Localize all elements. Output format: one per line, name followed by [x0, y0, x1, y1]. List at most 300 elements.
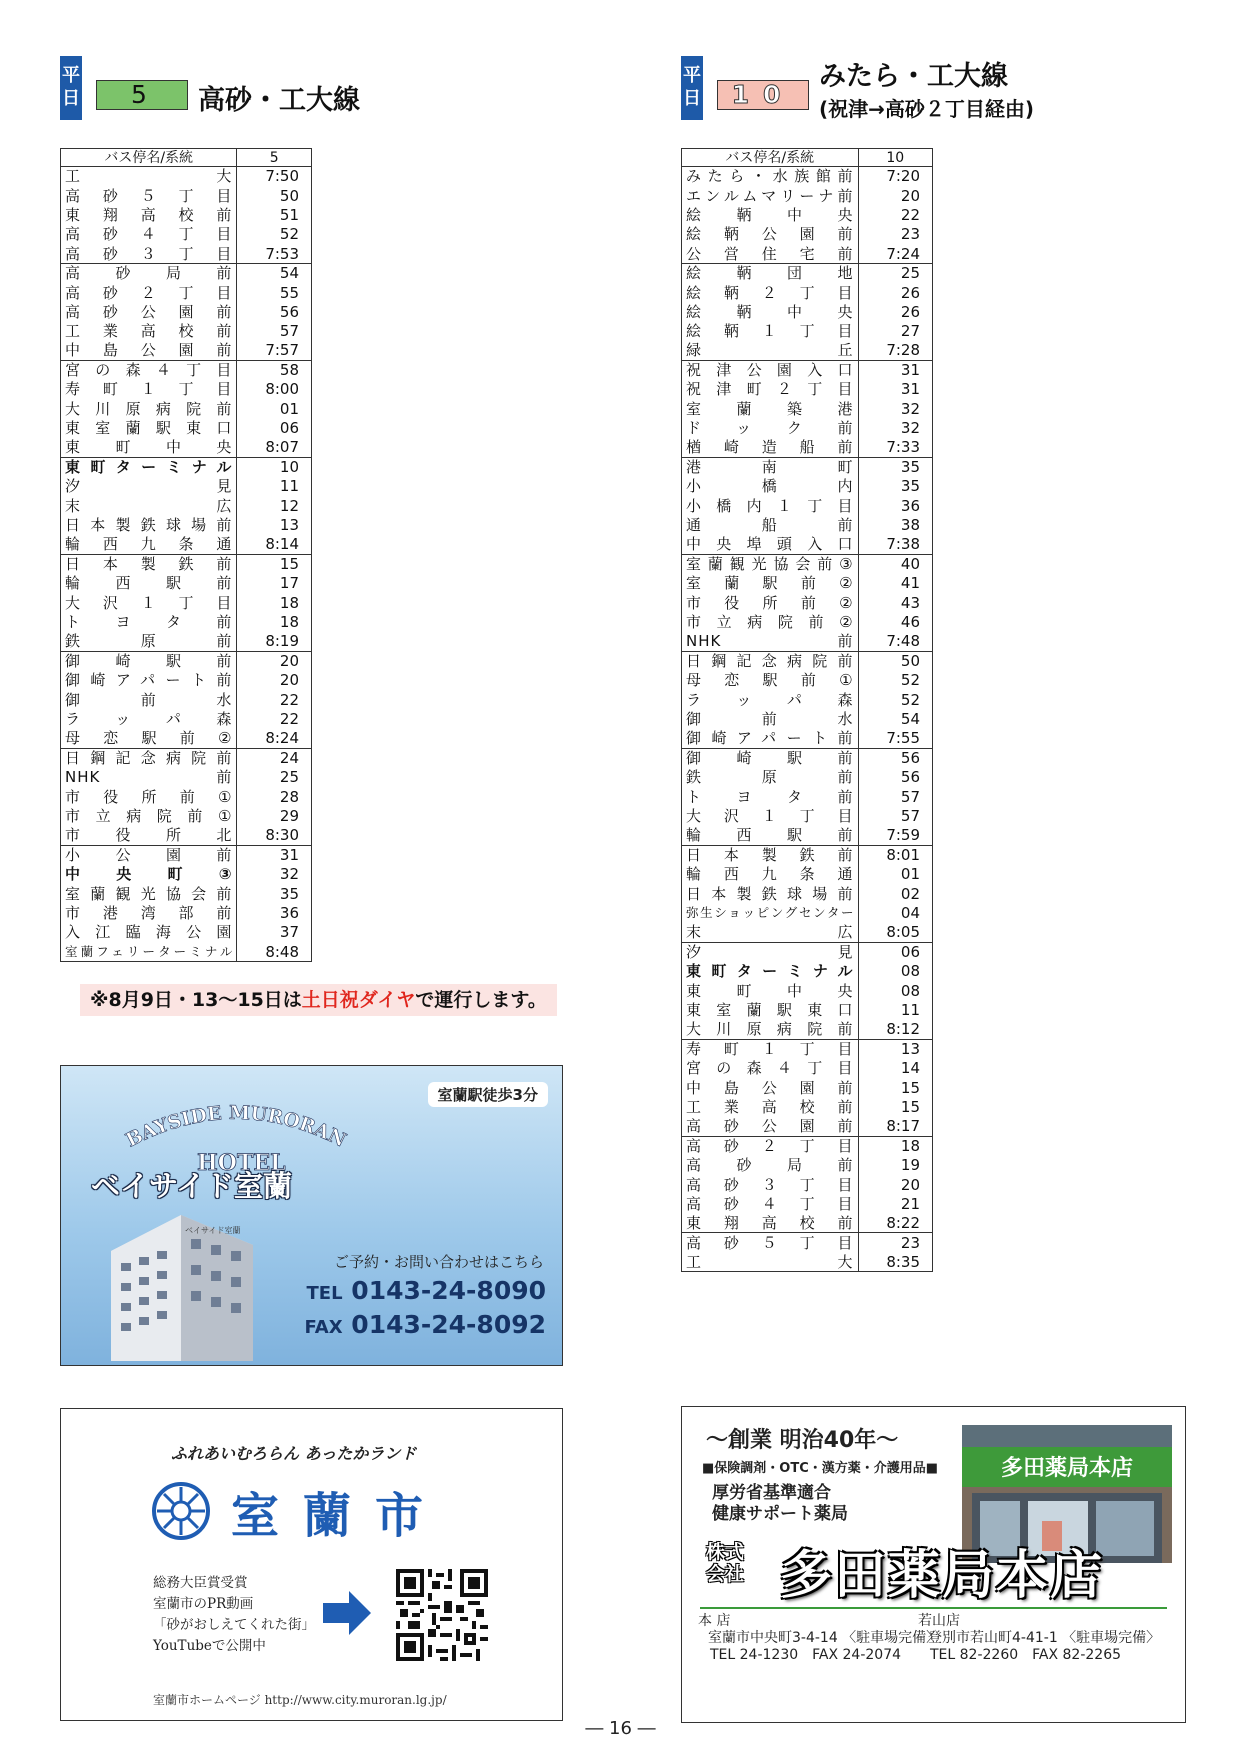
stop-name: 大沢１丁目 — [682, 806, 859, 825]
departure-time: 06 — [237, 419, 312, 438]
timetable-row — [682, 1000, 933, 1019]
stop-name: 工業高校前 — [682, 1097, 859, 1116]
departure-time: 50 — [237, 186, 312, 205]
departure-time: 56 — [858, 748, 932, 767]
pharmacy-name: 多田薬局本店 — [780, 1545, 1105, 1606]
timetable-row — [682, 768, 933, 787]
column-header-route: 5 — [237, 149, 312, 167]
stop-name: 工業高校前 — [61, 322, 237, 341]
departure-time: 11 — [237, 477, 312, 496]
departure-time: 8:05 — [858, 923, 932, 942]
timetable-row — [61, 612, 312, 631]
stop-name: 室蘭フェリーターミナル — [61, 942, 237, 961]
stop-name: 通船前 — [682, 516, 859, 535]
stop-name: ドック前 — [682, 419, 859, 438]
store-tel: TEL 82-2260 FAX 82-2265 — [930, 1647, 1122, 1663]
pr-video-text — [153, 1573, 315, 1657]
timetable-row — [682, 496, 933, 515]
timetable-row — [682, 399, 933, 418]
stop-name: 高砂公園前 — [61, 302, 237, 321]
departure-time: 28 — [237, 787, 312, 806]
stop-name: 輪西駅前 — [682, 826, 859, 845]
fax-number: 0143-24-8092 — [351, 1310, 546, 1339]
stop-name: 御崎アパート前 — [61, 671, 237, 690]
departure-time: 20 — [237, 651, 312, 670]
timetable-row — [682, 865, 933, 884]
pharmacy-advertisement — [681, 1406, 1186, 1723]
city-name: 室蘭市 — [231, 1488, 448, 1544]
timetable-row — [61, 806, 312, 825]
timetable-row — [61, 186, 312, 205]
timetable-row — [682, 302, 933, 321]
stop-name: ラッパ森 — [61, 709, 237, 728]
timetable-row — [61, 709, 312, 728]
stop-name: 東室蘭駅東口 — [61, 419, 237, 438]
departure-time: 24 — [237, 748, 312, 767]
timetable-row — [61, 205, 312, 224]
stop-name: 東翔高校前 — [682, 1214, 859, 1233]
timetable-row — [61, 787, 312, 806]
stop-name: 日鋼記念病院前 — [682, 651, 859, 670]
timetable-row — [61, 399, 312, 418]
stop-name: NHK前 — [61, 768, 237, 787]
departure-time: 21 — [858, 1194, 932, 1213]
stop-name: 小橋内１丁目 — [682, 496, 859, 515]
departure-time: 56 — [237, 302, 312, 321]
stop-name: 輪西九条通 — [682, 865, 859, 884]
departure-time: 7:24 — [858, 244, 932, 263]
store-address: 登別市若山町4-41-1 〈駐車場完備〉 — [928, 1630, 1161, 1646]
pr-line: YouTubeで公開中 — [153, 1638, 266, 1654]
departure-time: 52 — [858, 690, 932, 709]
stop-name: 市立病院前② — [682, 612, 859, 631]
stop-name: 東翔高校前 — [61, 205, 237, 224]
timetable-row — [682, 1117, 933, 1136]
stop-name: 御前水 — [61, 690, 237, 709]
stop-name: 弥生ショッピングセンター — [682, 903, 859, 922]
timetable-row — [682, 981, 933, 1000]
hotel-word: HOTEL — [197, 1150, 286, 1174]
pr-line: 室蘭市のPR動画 — [153, 1596, 254, 1612]
timetable-row — [682, 845, 933, 864]
stop-name: 公営住宅前 — [682, 244, 859, 263]
weekday-badge: 平日 — [60, 56, 82, 120]
departure-time: 06 — [858, 942, 932, 961]
departure-time: 08 — [858, 981, 932, 1000]
departure-time: 31 — [858, 380, 932, 399]
departure-time: 40 — [858, 554, 932, 573]
timetable-row — [682, 1233, 933, 1252]
stop-name: 日本製鉄前 — [682, 845, 859, 864]
stop-name: トヨタ前 — [682, 787, 859, 806]
company-type-line: 株式 — [706, 1541, 745, 1563]
timetable-row — [61, 302, 312, 321]
timetable-row — [682, 826, 933, 845]
stop-name: 母恋駅前① — [682, 671, 859, 690]
timetable-row — [682, 748, 933, 767]
departure-time: 8:22 — [858, 1214, 932, 1233]
route5-timetable — [60, 148, 312, 962]
main-store-info — [698, 1613, 940, 1664]
hotel-logo — [95, 1094, 375, 1174]
timetable-row — [682, 225, 933, 244]
timetable-row — [682, 1214, 933, 1233]
pr-line: 「砂がおしえてくれた街」 — [153, 1617, 315, 1633]
timetable-row — [682, 186, 933, 205]
stop-name: 入江臨海公園 — [61, 923, 237, 942]
timetable-row — [61, 283, 312, 302]
timetable-row — [682, 205, 933, 224]
timetable-row — [682, 1155, 933, 1174]
stop-name: 寿町１丁目 — [682, 1039, 859, 1058]
timetable-row — [682, 244, 933, 263]
stop-name: 高砂局前 — [682, 1155, 859, 1174]
departure-time: 50 — [858, 651, 932, 670]
stop-name: 末広 — [61, 496, 237, 515]
departure-time: 23 — [858, 1233, 932, 1252]
departure-time: 22 — [237, 709, 312, 728]
timetable-row — [682, 690, 933, 709]
timetable-row — [61, 903, 312, 922]
timetable-row — [61, 457, 312, 476]
stop-name: 緑丘 — [682, 341, 859, 360]
timetable-row — [682, 942, 933, 961]
store-label: 本 店 — [698, 1613, 731, 1629]
column-header-stop: バス停名/系統 — [682, 149, 859, 167]
timetable-row — [682, 651, 933, 670]
stop-name: みたら・水族館前 — [682, 167, 859, 186]
store-label: 若山店 — [918, 1613, 960, 1629]
departure-time: 7:38 — [858, 535, 932, 554]
stop-name: 高砂５丁目 — [682, 1233, 859, 1252]
timetable-row — [682, 612, 933, 631]
departure-time: 17 — [237, 574, 312, 593]
departure-time: 8:24 — [237, 729, 312, 748]
departure-time: 54 — [237, 263, 312, 282]
departure-time: 15 — [858, 1078, 932, 1097]
stop-name: 高砂４丁目 — [61, 225, 237, 244]
departure-time: 8:30 — [237, 826, 312, 845]
timetable-row — [682, 380, 933, 399]
departure-time: 8:35 — [858, 1252, 932, 1271]
departure-time: 52 — [858, 671, 932, 690]
stop-name: 御崎駅前 — [682, 748, 859, 767]
stop-name: 絵鞆１丁目 — [682, 322, 859, 341]
stop-name: 大沢１丁目 — [61, 593, 237, 612]
timetable-row — [61, 574, 312, 593]
timetable-row — [61, 671, 312, 690]
stop-name: 東町中央 — [61, 438, 237, 457]
departure-time: 56 — [858, 768, 932, 787]
timetable-row — [61, 438, 312, 457]
timetable-row — [61, 477, 312, 496]
departure-time: 20 — [858, 186, 932, 205]
company-type-line: 会社 — [706, 1563, 745, 1585]
store-tel: TEL 24-1230 FAX 24-2074 — [710, 1647, 902, 1663]
timetable-row — [682, 884, 933, 903]
fax-label: FAX — [304, 1317, 343, 1338]
city-advertisement — [60, 1408, 563, 1721]
stop-name: 港南町 — [682, 457, 859, 476]
stop-name: 高砂５丁目 — [61, 186, 237, 205]
hotel-fax — [305, 1310, 546, 1339]
stop-name: 室蘭駅前② — [682, 574, 859, 593]
timetable-row — [682, 419, 933, 438]
stop-name: 市立病院前① — [61, 806, 237, 825]
timetable-row — [61, 651, 312, 670]
departure-time: 37 — [237, 923, 312, 942]
route-title-sub: (祝津→高砂２丁目経由) — [819, 97, 1035, 121]
stop-name: 輪西駅前 — [61, 574, 237, 593]
timetable-row — [61, 380, 312, 399]
hotel-arc-text: BAYSIDE MURORAN — [122, 1101, 350, 1152]
timetable-row — [682, 709, 933, 728]
departure-time: 26 — [858, 283, 932, 302]
timetable-row — [682, 962, 933, 981]
departure-time: 8:12 — [858, 1020, 932, 1039]
storefront-sign: 多田薬局本店 — [1000, 1455, 1134, 1481]
timetable-row — [61, 360, 312, 379]
stop-name: 絵鞆団地 — [682, 263, 859, 282]
stop-name: 高砂２丁目 — [61, 283, 237, 302]
timetable-row — [682, 516, 933, 535]
timetable-row — [61, 865, 312, 884]
departure-time: 26 — [858, 302, 932, 321]
stop-name: 中央埠頭入口 — [682, 535, 859, 554]
timetable-row — [682, 1136, 933, 1155]
stop-name: 工大 — [682, 1252, 859, 1271]
departure-time: 51 — [237, 205, 312, 224]
branch-store-info — [918, 1613, 1160, 1664]
timetable-row — [61, 516, 312, 535]
departure-time: 8:19 — [237, 632, 312, 651]
timetable-row — [61, 225, 312, 244]
timetable-row — [61, 729, 312, 748]
stop-name: 宮の森４丁目 — [61, 360, 237, 379]
stop-name: 中島公園前 — [682, 1078, 859, 1097]
departure-time: 13 — [858, 1039, 932, 1058]
stop-name: 大川原病院前 — [61, 399, 237, 418]
timetable-row — [682, 322, 933, 341]
stop-name: 高砂３丁目 — [682, 1175, 859, 1194]
departure-time: 20 — [858, 1175, 932, 1194]
company-type-label — [706, 1541, 744, 1585]
walk-distance-label: 室蘭駅徒歩3分 — [428, 1082, 548, 1107]
stop-name: トヨタ前 — [61, 612, 237, 631]
timetable-row — [61, 535, 312, 554]
column-header-stop: バス停名/系統 — [61, 149, 237, 167]
timetable-row — [682, 1175, 933, 1194]
stop-name: 祝津町２丁目 — [682, 380, 859, 399]
timetable-row — [682, 1097, 933, 1116]
timetable-row — [61, 942, 312, 961]
page-number: ― 16 ― — [585, 1718, 656, 1739]
departure-time: 7:33 — [858, 438, 932, 457]
stop-name: 日鋼記念病院前 — [61, 748, 237, 767]
timetable-row — [61, 244, 312, 263]
departure-time: 15 — [237, 554, 312, 573]
departure-time: 7:48 — [858, 632, 932, 651]
departure-time: 7:28 — [858, 341, 932, 360]
route-title-main: みたら・工大線 — [819, 61, 1008, 92]
stop-name: 東町中央 — [682, 981, 859, 1000]
city-homepage: 室蘭市ホームページ http://www.city.muroran.lg.jp/ — [153, 1693, 447, 1707]
timetable-row — [682, 535, 933, 554]
building-sign: ベイサイド室蘭 — [185, 1226, 241, 1235]
stop-name: 鉄原前 — [61, 632, 237, 651]
stop-name: 御前水 — [682, 709, 859, 728]
stop-name: 小公園前 — [61, 845, 237, 864]
route10-timetable — [681, 148, 933, 1272]
stop-name: 市役所前② — [682, 593, 859, 612]
certification-text — [712, 1483, 848, 1525]
departure-time: 20 — [237, 671, 312, 690]
departure-time: 7:59 — [858, 826, 932, 845]
timetable-row — [61, 419, 312, 438]
timetable-row — [682, 806, 933, 825]
stop-name: 祝津公園入口 — [682, 360, 859, 379]
departure-time: 52 — [237, 225, 312, 244]
timetable-row — [682, 729, 933, 748]
stop-name: 室蘭観光協会前③ — [682, 554, 859, 573]
route-title: 高砂・工大線 — [198, 85, 360, 116]
column-header-route: 10 — [858, 149, 932, 167]
stop-name: 宮の森４丁目 — [682, 1058, 859, 1077]
notice-highlight: 土日祝ダイヤ — [301, 989, 416, 1011]
stop-name: 工大 — [61, 167, 237, 186]
departure-time: 22 — [858, 205, 932, 224]
hotel-advertisement — [60, 1065, 563, 1366]
departure-time: 04 — [858, 903, 932, 922]
departure-time: 8:01 — [858, 845, 932, 864]
stop-name: 高砂２丁目 — [682, 1136, 859, 1155]
founded-text: 〜創業 明治40年〜 — [706, 1428, 899, 1453]
timetable-row — [61, 845, 312, 864]
departure-time: 43 — [858, 593, 932, 612]
timetable-row — [61, 167, 312, 186]
timetable-row — [61, 690, 312, 709]
timetable-row — [682, 1252, 933, 1271]
departure-time: 18 — [237, 612, 312, 631]
hotel-name: ベイサイド室蘭 — [91, 1169, 292, 1203]
stop-name: 絵鞆中央 — [682, 205, 859, 224]
stop-name: 市港湾部前 — [61, 903, 237, 922]
stop-name: 寿町１丁目 — [61, 380, 237, 399]
timetable-row — [682, 1078, 933, 1097]
timetable-row — [61, 341, 312, 360]
timetable-row — [61, 826, 312, 845]
departure-time: 32 — [237, 865, 312, 884]
departure-time: 23 — [858, 225, 932, 244]
tel-label: TEL — [306, 1283, 343, 1304]
timetable-row — [682, 554, 933, 573]
departure-time: 8:17 — [858, 1117, 932, 1136]
timetable-row — [61, 496, 312, 515]
timetable-row — [682, 167, 933, 186]
departure-time: 57 — [858, 787, 932, 806]
departure-time: 36 — [237, 903, 312, 922]
departure-time: 7:55 — [858, 729, 932, 748]
departure-time: 57 — [237, 322, 312, 341]
weekday-badge: 平日 — [681, 56, 703, 120]
timetable-row — [61, 632, 312, 651]
departure-time: 31 — [237, 845, 312, 864]
timetable-row — [682, 283, 933, 302]
timetable-row — [61, 768, 312, 787]
pr-line: 総務大臣賞受賞 — [153, 1575, 248, 1591]
timetable-row — [61, 593, 312, 612]
timetable-row — [682, 360, 933, 379]
departure-time: 25 — [237, 768, 312, 787]
timetable-row — [682, 477, 933, 496]
stop-name: 高砂公園前 — [682, 1117, 859, 1136]
timetable-row — [682, 671, 933, 690]
store-address: 室蘭市中央町3-4-14 〈駐車場完備〉 — [708, 1630, 941, 1646]
departure-time: 57 — [858, 806, 932, 825]
timetable-row — [682, 1020, 933, 1039]
stop-name: 御崎駅前 — [61, 651, 237, 670]
departure-time: 10 — [237, 457, 312, 476]
timetable-row — [682, 1058, 933, 1077]
departure-time: 31 — [858, 360, 932, 379]
timetable-row — [61, 554, 312, 573]
stop-name: 市役所北 — [61, 826, 237, 845]
notice-suffix: で運行します。 — [415, 989, 547, 1011]
notice-prefix: ※8月9日・13〜15日は — [90, 989, 302, 1011]
timetable-row — [682, 263, 933, 282]
stop-name: 東町ターミナル — [682, 962, 859, 981]
stop-name: 市役所前① — [61, 787, 237, 806]
tel-number: 0143-24-8090 — [351, 1276, 546, 1305]
svg-text:BAYSIDE MURORAN — [122, 1102, 349, 1152]
stop-name: 絵鞆２丁目 — [682, 283, 859, 302]
stop-name: 高砂３丁目 — [61, 244, 237, 263]
timetable-row — [682, 903, 933, 922]
holiday-schedule-notice — [80, 984, 557, 1016]
city-emblem-icon — [151, 1481, 211, 1541]
stop-name: 御崎アパート前 — [682, 729, 859, 748]
timetable-row — [682, 787, 933, 806]
departure-time: 7:57 — [237, 341, 312, 360]
departure-time: 35 — [237, 884, 312, 903]
stop-name: 日本製鉄球場前 — [682, 884, 859, 903]
departure-time: 13 — [237, 516, 312, 535]
stop-name: 東室蘭駅東口 — [682, 1000, 859, 1019]
departure-time: 7:50 — [237, 167, 312, 186]
departure-time: 7:20 — [858, 167, 932, 186]
departure-time: 19 — [858, 1155, 932, 1174]
stop-name: 東町ターミナル — [61, 457, 237, 476]
departure-time: 12 — [237, 496, 312, 515]
departure-time: 15 — [858, 1097, 932, 1116]
departure-time: 18 — [237, 593, 312, 612]
timetable-row — [682, 632, 933, 651]
hotel-tel — [307, 1276, 546, 1305]
route-number-badge: 5 — [96, 80, 188, 110]
qr-code-icon[interactable] — [396, 1569, 488, 1661]
stop-name: 小橋内 — [682, 477, 859, 496]
departure-time: 7:53 — [237, 244, 312, 263]
timetable-row — [682, 341, 933, 360]
stop-name: 鉄原前 — [682, 768, 859, 787]
stop-name: 日本製鉄前 — [61, 554, 237, 573]
route10-heading — [681, 56, 1034, 124]
departure-time: 02 — [858, 884, 932, 903]
departure-time: 55 — [237, 283, 312, 302]
stop-name: 輪西九条通 — [61, 535, 237, 554]
departure-time: 27 — [858, 322, 932, 341]
stop-name: 母恋駅前② — [61, 729, 237, 748]
